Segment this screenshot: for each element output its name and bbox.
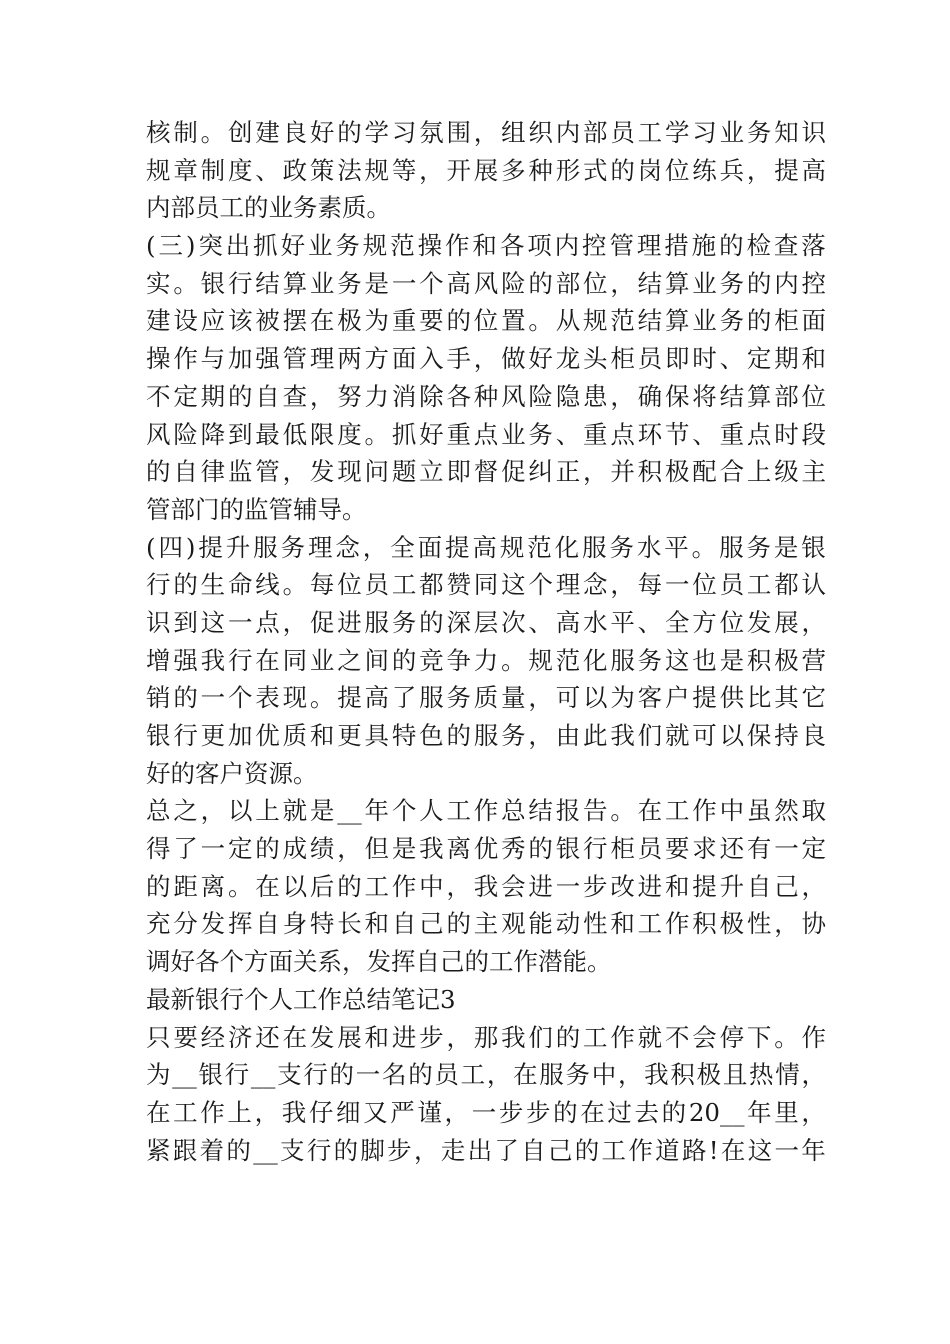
text-line: 调好各个方面关系，发挥自己的工作潜能。 <box>146 947 612 977</box>
text-line: ( 四 ) 提 升 服 务 理 念 ， 全 面 提 高 规 范 化 服 务 水 平 。 服 务 是 银 <box>146 532 826 562</box>
text-line: 充 分 发 挥 自 身 特 长 和 自 己 的 主 观 能 动 性 和 工 作 积 极 性 ， 协 <box>146 909 826 939</box>
text-line: 内部员工的业务素质。 <box>146 193 391 223</box>
document-body <box>146 114 826 1169</box>
text-line: 最新银行个人工作总结笔记3 <box>146 984 456 1014</box>
text-line: 管部门的监管辅导。 <box>146 494 367 524</box>
text-line: 只 要 经 济 还 在 发 展 和 进 步 ， 那 我 们 的 工 作 就 不 会 停 下 。 作 <box>146 1022 826 1052</box>
text-line: 得 了 一 定 的 成 绩 ， 但 是 我 离 优 秀 的 银 行 柜 员 要 求 还 有 一 定 <box>146 834 826 864</box>
text-line: 的 自 律 监 管 ， 发 现 问 题 立 即 督 促 纠 正 ， 并 积 极 配 合 上 级 主 <box>146 457 826 487</box>
text-line: 操 作 与 加 强 管 理 两 方 面 入 手 ， 做 好 龙 头 柜 员 即 时 、 定 期 和 <box>146 344 826 374</box>
text-line: 的 距 离 。 在 以 后 的 工 作 中 ， 我 会 进 一 步 改 进 和 提 升 自 己 ， <box>146 871 826 901</box>
text-line: 风 险 降 到 最 低 限 度 。 抓 好 重 点 业 务 、 重 点 环 节 、 重 点 时 段 <box>146 419 826 449</box>
text-line: 在 工 作 上 ， 我 仔 细 又 严 谨 ， 一 步 步 的 在 过 去 的 20__ 年 里 ， <box>146 1097 826 1127</box>
text-line: 不 定 期 的 自 查 ， 努 力 消 除 各 种 风 险 隐 患 ， 确 保 将 结 算 部 位 <box>146 381 826 411</box>
text-line: 建 设 应 该 被 摆 在 极 为 重 要 的 位 置 。 从 规 范 结 算 业 务 的 柜 面 <box>146 306 826 336</box>
text-line: ( 三 ) 突 出 抓 好 业 务 规 范 操 作 和 各 项 内 控 管 理 措 施 的 检 查 落 <box>146 231 826 261</box>
text-line: 销 的 一 个 表 现 。 提 高 了 服 务 质 量 ， 可 以 为 客 户 提 供 比 其 它 <box>146 683 826 713</box>
text-line: 紧 跟 着 的 __ 支 行 的 脚 步 ， 走 出 了 自 己 的 工 作 道 路 ! 在 这 一 年 <box>146 1135 826 1165</box>
text-line: 总 之 ， 以 上 就 是 __ 年 个 人 工 作 总 结 报 告 。 在 工 作 中 虽 然 取 <box>146 796 826 826</box>
text-line: 规 章 制 度 、 政 策 法 规 等 ， 开 展 多 种 形 式 的 岗 位 练 兵 ， 提 高 <box>146 155 826 185</box>
text-line: 识 到 这 一 点 ， 促 进 服 务 的 深 层 次 、 高 水 平 、 全 方 位 发 展 ， <box>146 607 826 637</box>
text-line: 实 。 银 行 结 算 业 务 是 一 个 高 风 险 的 部 位 ， 结 算 业 务 的 内 控 <box>146 268 826 298</box>
text-line: 行 的 生 命 线 。 每 位 员 工 都 赞 同 这 个 理 念 ， 每 一 位 员 工 都 认 <box>146 570 826 600</box>
text-line: 核 制 。 创 建 良 好 的 学 习 氛 围 ， 组 织 内 部 员 工 学 习 业 务 知 识 <box>146 118 826 147</box>
text-line: 银 行 更 加 优 质 和 更 具 特 色 的 服 务 ， 由 此 我 们 就 可 以 保 持 良 <box>146 721 826 750</box>
text-line: 为 __ 银 行 __ 支 行 的 一 名 的 员 工 ， 在 服 务 中 ， 我 积 极 且 热 情 ， <box>146 1060 826 1090</box>
text-line: 好的客户资源。 <box>146 758 318 788</box>
text-line: 增 强 我 行 在 同 业 之 间 的 竞 争 力 。 规 范 化 服 务 这 也 是 积 极 营 <box>146 645 826 675</box>
